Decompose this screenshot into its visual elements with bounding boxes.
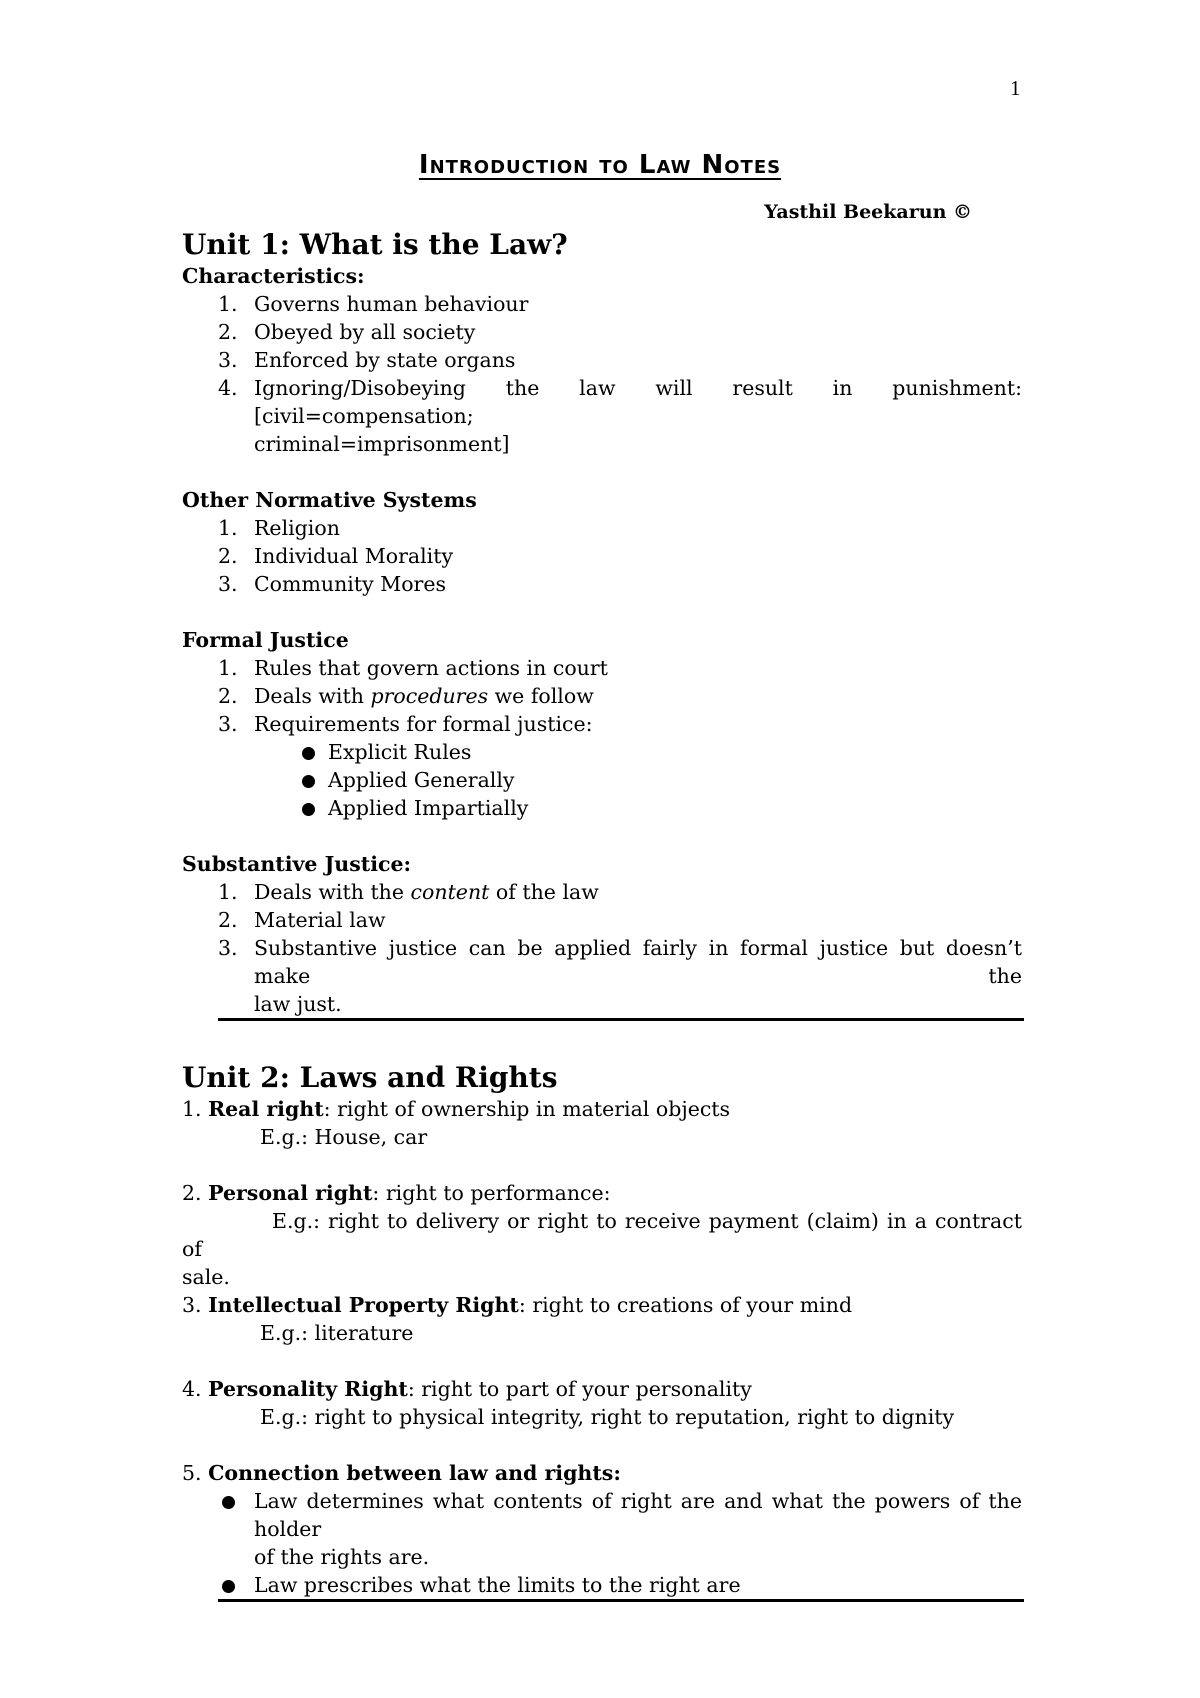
list-item: 1. Religion [218, 516, 340, 540]
characteristics-heading: Characteristics: [182, 264, 365, 288]
document-title: Introduction to Law Notes [418, 150, 782, 180]
substantive-justice-heading: Substantive Justice: [182, 852, 412, 876]
bullet-item: Applied Impartially [182, 794, 1022, 822]
document-body [182, 228, 1022, 1602]
unit-1-heading: Unit 1: What is the Law? [182, 228, 568, 261]
list-item: 4. Ignoring/Disobeying the law will result in punishment: [civil=compensation; criminal=imprisonment] [218, 376, 1022, 456]
bullet-icon [222, 1580, 235, 1593]
ip-right-item: 3. Intellectual Property Right: right to creations of your mind [182, 1293, 853, 1317]
author-credit: Yasthil Beekarun © [764, 201, 972, 223]
page-number: 1 [1010, 76, 1021, 100]
substantive-justice-list [182, 878, 1022, 1018]
formal-justice-requirements [182, 738, 1022, 822]
bullet-icon [302, 747, 315, 760]
list-item: 2. Obeyed by all society [218, 320, 476, 344]
bullet-item: Explicit Rules [182, 738, 1022, 766]
formal-justice-heading: Formal Justice [182, 628, 349, 652]
normative-systems-heading: Other Normative Systems [182, 488, 477, 512]
section-divider [218, 1599, 1024, 1602]
list-item: 2. Deals with procedures we follow [218, 684, 594, 708]
unit-2-heading: Unit 2: Laws and Rights [182, 1061, 558, 1094]
list-item: 2. Individual Morality [218, 544, 454, 568]
bullet-item: Law prescribes what the limits to the right are [182, 1571, 1022, 1599]
real-right-item: 1. Real right: right of ownership in material objects [182, 1097, 731, 1121]
list-item: 2. Material law [218, 908, 386, 932]
list-item: 3. Substantive justice can be applied fairly in formal justice but doesn’t make the law just. [218, 936, 1022, 1016]
connection-item: 5. Connection between law and rights: [182, 1461, 621, 1485]
normative-systems-list [182, 514, 1022, 598]
bullet-item: Law determines what contents of right are and what the powers of the holder of the rights are. [182, 1487, 1022, 1571]
list-item: 3. Community Mores [218, 572, 446, 596]
personality-right-example: E.g.: right to physical integrity, right to reputation, right to dignity [260, 1405, 955, 1429]
connection-list [182, 1487, 1022, 1599]
bullet-icon [222, 1496, 235, 1509]
personal-right-example-cont: sale. [182, 1265, 230, 1289]
ip-right-example: E.g.: literature [260, 1321, 414, 1345]
list-item: 1. Deals with the content of the law [218, 880, 599, 904]
formal-justice-list [182, 654, 1022, 738]
personality-right-item: 4. Personality Right: right to part of your personality [182, 1377, 752, 1401]
bullet-icon [302, 775, 315, 788]
list-item: 3. Requirements for formal justice: [218, 712, 593, 736]
list-item: 1. Rules that govern actions in court [218, 656, 608, 680]
personal-right-example: E.g.: right to delivery or right to receive payment (claim) in a contract of [182, 1209, 1022, 1261]
bullet-icon [302, 803, 315, 816]
bullet-item: Applied Generally [182, 766, 1022, 794]
personal-right-item: 2. Personal right: right to performance: [182, 1181, 611, 1205]
list-item: 3. Enforced by state organs [218, 348, 516, 372]
characteristics-list [182, 290, 1022, 458]
list-item: 1. Governs human behaviour [218, 292, 529, 316]
real-right-example: E.g.: House, car [260, 1125, 428, 1149]
